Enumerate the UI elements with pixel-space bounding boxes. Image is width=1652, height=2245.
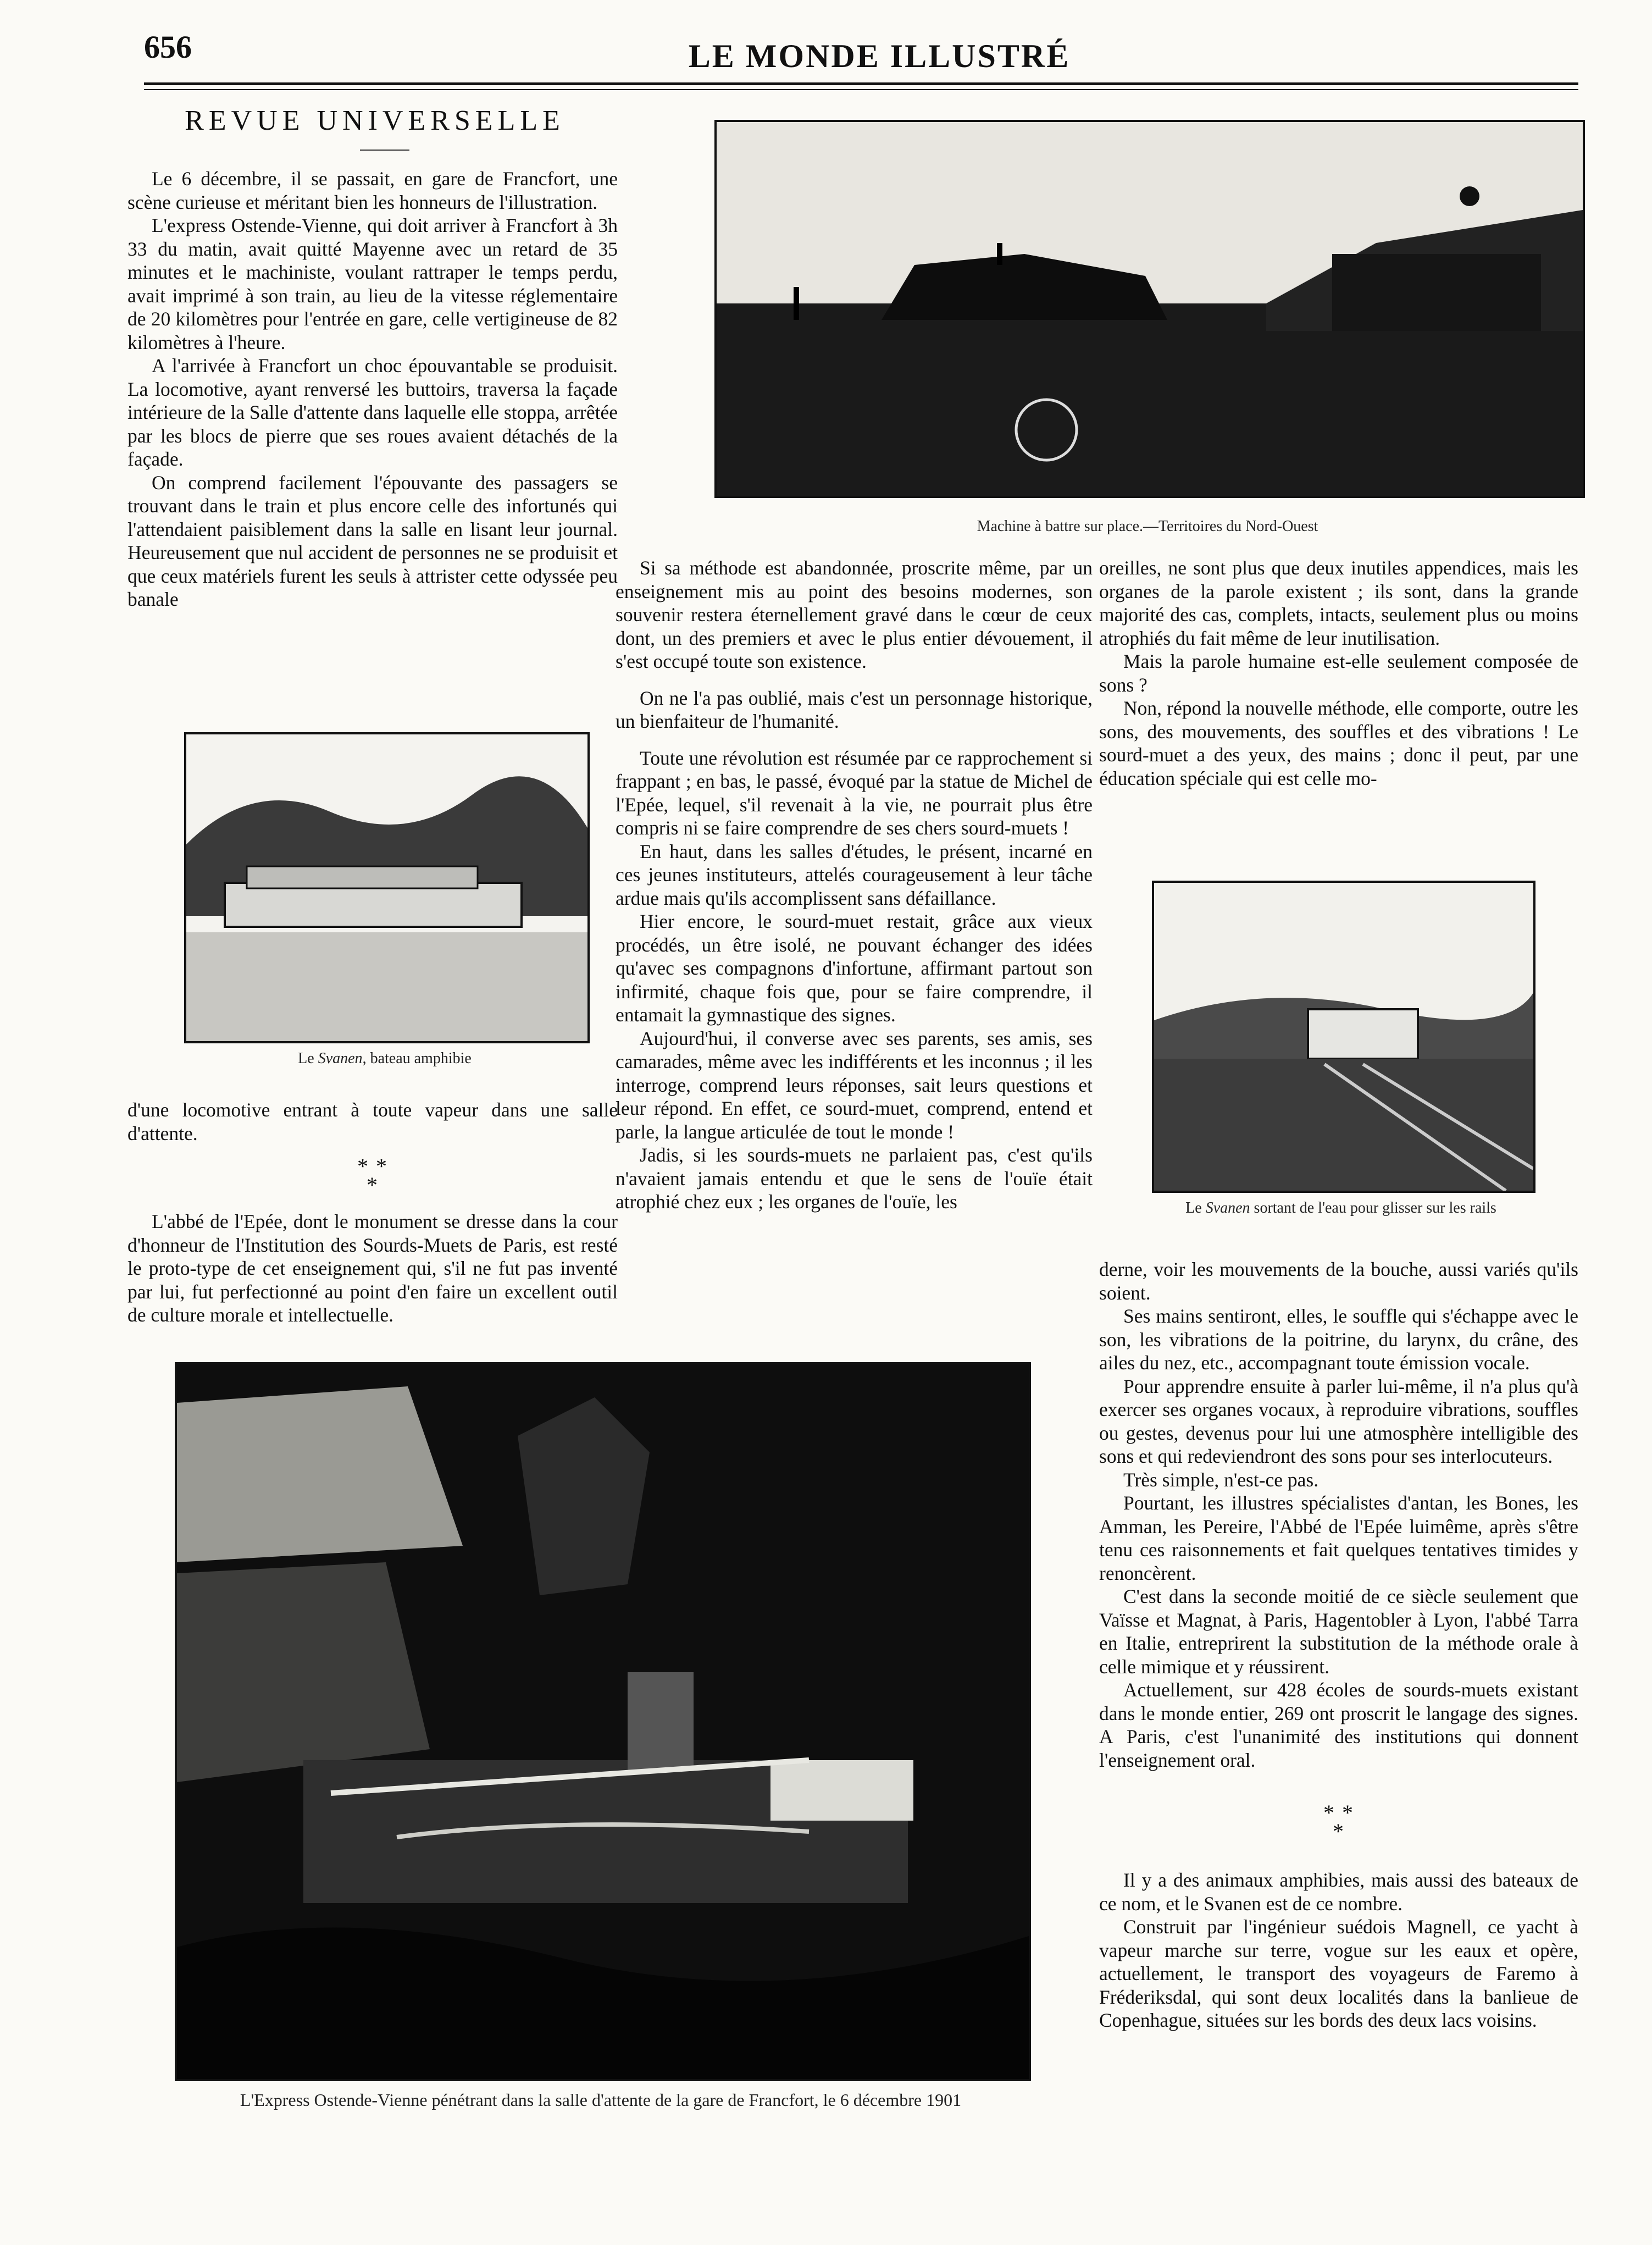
section-title: REVUE UNIVERSELLE — [185, 105, 565, 136]
title-divider — [360, 150, 409, 151]
paragraph: A l'arrivée à Francfort un choc épouvantable se produisit. La locomotive, ayant renversé les buttoirs, traversa la façade intérieure de la Salle d'attente dans laquelle elle stoppa, arrêtée par les blocs de pierre que ses roues avaient détachés de la façade. — [127, 355, 618, 470]
page-number: 656 — [144, 29, 192, 65]
svanen-rails-caption: Le Svanen sortant de l'eau pour glisser sur les rails — [1185, 1199, 1496, 1216]
locomotive-photo — [175, 1362, 1031, 2081]
paragraph: Il y a des animaux amphibies, mais aussi des bateaux de ce nom, et le Svanen est de ce nombre. — [1099, 1869, 1578, 1915]
paragraph: Hier encore, le sourd-muet restait, grâce aux vieux procédés, un être isolé, ne pouvant échanger des idées qu'avec ses compagnons d'infortune, affirmant partout son infirmité, chaque fois que, pour se faire comprendre, il entamait la gymnastique des signes. — [616, 910, 1093, 1026]
paragraph: On ne l'a pas oublié, mais c'est un personnage historique, un bienfaiteur de l'humanité. — [616, 687, 1093, 732]
paragraph: Construit par l'ingénieur suédois Magnell, ce yacht à vapeur marche sur terre, vogue sur les eaux et opère, actuellement, le transport des voyageurs de Faremo à Fréderiksdal, qui sont deux localités dans la banlieue de Copenhague, situées sur les bords des deux lacs voisins. — [1099, 1916, 1578, 2031]
svanen-boat-caption: Le Svanen, bateau amphibie — [298, 1050, 472, 1067]
paragraph: derne, voir les mouvements de la bouche, aussi variés qu'ils soient. — [1099, 1258, 1578, 1304]
paragraph: Mais la parole humaine est-elle seulement composée de sons ? — [1099, 650, 1578, 696]
paragraph: d'une locomotive entrant à toute vapeur dans une salle d'attente. — [127, 1099, 618, 1144]
header-rule-thick — [144, 82, 1578, 85]
column3-top — [1099, 556, 1578, 790]
threshing-caption: Machine à battre sur place.—Territoires du Nord-Ouest — [977, 518, 1318, 535]
paragraph: Actuellement, sur 428 écoles de sourds-muets existant dans le monde entier, 269 ont proscrit le langage des signes. A Paris, c'est l'unanimité des institutions qui donnent l'enseignement oral. — [1099, 1679, 1578, 1771]
paragraph: En haut, dans les salles d'études, le présent, incarné en ces jeunes instituteurs, attelés courageusement à leur tâche ardue mais qu'ils accomplissent sans défaillance. — [616, 840, 1093, 909]
paragraph: Non, répond la nouvelle méthode, elle comporte, outre les sons, des mouvements, des souffles et des vibrations ! Le sourd-muet a des yeux, des mains ; donc il peut, par une éducation spéciale qui est celle mo- — [1099, 697, 1578, 789]
paragraph: Pour apprendre ensuite à parler lui-même, il n'a plus qu'à exercer ses organes vocaux, à reproduire vibrations, souffles ou gestes, devenus pour lui une atmosphère intelligible des sons et qui redeviendront des sons pour ses interlocuteurs. — [1099, 1375, 1578, 1467]
boat-name: Svanen — [1205, 1199, 1250, 1216]
paragraph: C'est dans la seconde moitié de ce siècle seulement que Vaïsse et Magnat, à Paris, Hagentobler à Lyon, l'abbé Tarra en Italie, entreprirent la substitution de la méthode orale à celle mimique et y réussirent. — [1099, 1585, 1578, 1678]
locomotive-caption: L'Express Ostende-Vienne pénétrant dans la salle d'attente de la gare de Francfort, le 6 décembre 1901 — [240, 2090, 962, 2110]
paragraph: L'express Ostende-Vienne, qui doit arriver à Francfort à 3h 33 du matin, avait quitté Mayenne avec un retard de 35 minutes et le machiniste, voulant rattraper le temps perdu, avait imprimé à son train, au lieu de la vitesse réglementaire de 20 kilomètres pour l'entrée en gare, celle vertigineuse de 82 kilomètres à l'heure. — [127, 214, 618, 353]
section-stars: * * * — [1323, 1800, 1354, 1844]
column1-top — [127, 167, 618, 611]
column3-bottom — [1099, 1258, 1578, 2032]
paragraph: L'abbé de l'Epée, dont le monument se dresse dans la cour d'honneur de l'Institution des Sourds-Muets de Paris, est resté le proto-type de cet enseignement qui, s'il ne fut pas inventé par lui, fut perfectionné au point d'en faire un excellent outil de culture morale et intellectuelle. — [127, 1210, 618, 1326]
paragraph: Aujourd'hui, il converse avec ses parents, ses amis, ses camarades, même avec les indifférents et les inconnus ; il les interroge, comprend leurs réponses, sait leurs questions et leur répond. En effet, ce sourd-muet, comprend, entend et parle, la langue articulée de tout le monde ! — [616, 1027, 1093, 1143]
svanen-boat-photo — [184, 732, 590, 1043]
header-rule-thin — [144, 89, 1578, 90]
paragraph: Si sa méthode est abandonnée, proscrite même, par un enseignement mis au point des besoins modernes, son souvenir restera éternellement gravé dans le cœur de ceux dont, un des premiers et avec le plus entier dévouement, il s'est occupé toute son existence. — [616, 557, 1093, 672]
paragraph: Jadis, si les sourds-muets ne parlaient pas, c'est qu'ils n'avaient jamais entendu et que le sens de l'ouïe était atrophié chez eux ; les organes de l'ouïe, les — [616, 1144, 1093, 1213]
section-stars: * * * — [357, 1154, 388, 1197]
paragraph: Ses mains sentiront, elles, le souffle qui s'échappe avec le son, les vibrations de la poitrine, du larynx, du crâne, des ailes du nez, etc., accompagnant toute émission vocale. — [1099, 1305, 1578, 1374]
paragraph: Toute une révolution est résumée par ce rapprochement si frappant ; en bas, le passé, évoqué par la statue de Michel de l'Epée, lequel, s'il revenait à la vie, ne pourrait plus être compris ni se faire comprendre de ses chers sourd-muets ! — [616, 747, 1093, 839]
paragraph: Le 6 décembre, il se passait, en gare de Francfort, une scène curieuse et méritant bien les honneurs de l'illustration. — [127, 168, 618, 213]
journal-title: LE MONDE ILLUSTRÉ — [688, 38, 1071, 74]
paragraph: On comprend facilement l'épouvante des passagers se trouvant dans le train et plus encore celle des infortunés qui l'attendaient paisiblement dans la salle en lisant leur journal. Heureusement que nul accident de personnes ne se produisit et que ceux matériels furent les seuls à attrister cette odyssée peu banale — [127, 471, 618, 610]
column2 — [616, 556, 1093, 1214]
column1-middle — [127, 1098, 618, 1327]
threshing-machine-photo — [714, 120, 1585, 498]
paragraph: Très simple, n'est-ce pas. — [1123, 1468, 1319, 1491]
paragraph: Pourtant, les illustres spécialistes d'antan, les Bones, les Amman, les Pereire, l'Abbé de l'Epée luimême, après s'être tenu ces raisonnements et fait quelques tentatives timides y renoncèrent. — [1099, 1492, 1578, 1584]
paragraph: oreilles, ne sont plus que deux inutiles appendices, mais les organes de la parole existent ; ils sont, dans la grande majorité des cas, complets, intacts, seulement plus ou moins atrophiés du fait même de leur inutilisation. — [1099, 557, 1578, 649]
boat-name: Svanen — [318, 1050, 363, 1067]
svanen-rails-photo — [1152, 881, 1535, 1193]
